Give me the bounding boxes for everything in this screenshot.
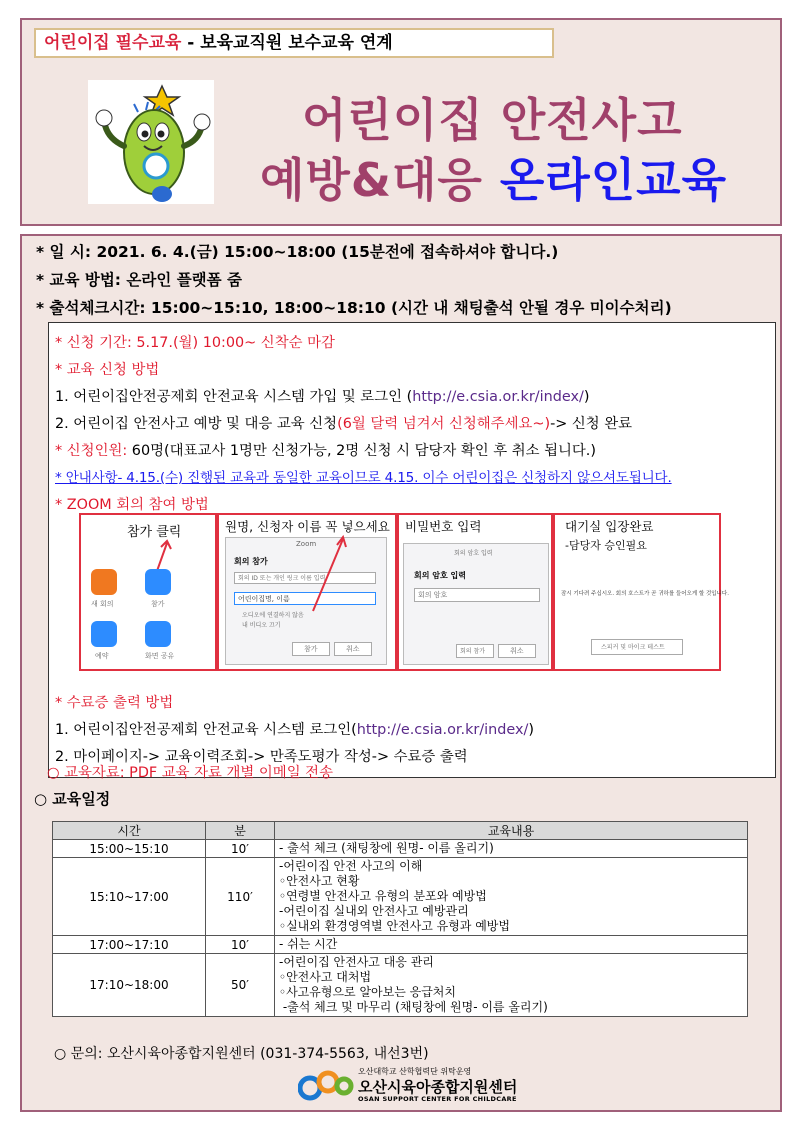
content-line: -출석 체크 및 마무리 (채팅창에 원명- 이름 올리기): [279, 1000, 548, 1014]
title-part-prevention: 예방&대응: [260, 153, 500, 207]
content-line: - 출석 체크 (채팅창에 원명- 이름 올리기): [279, 841, 494, 855]
cell-content: [275, 858, 748, 936]
info-date: * 일 시: 2021. 6. 4.(금) 15:00~18:00 (15분전에 접속하셔야 합니다.): [36, 243, 559, 261]
step-2-label: 원명, 신청자 이름 꼭 넣으세요: [225, 519, 390, 534]
cell-content: [275, 840, 748, 858]
info-attendance: * 출석체크시간: 15:00~15:10, 18:00~18:10 (시간 내 채팅출석 안될 경우 미이수처리): [36, 299, 672, 317]
zoom-step-2: [217, 513, 397, 671]
csia-link-2[interactable]: http://e.csia.or.kr/index/: [356, 722, 529, 738]
cert-step-2: 2. 마이페이지-> 교육이력조회-> 만족도평가 작성-> 수료증 출력: [55, 749, 468, 765]
join-icon[interactable]: [145, 569, 171, 595]
zoom-steps: [79, 513, 729, 671]
content-line: ◦안전사고 현황: [279, 874, 360, 888]
apply-period: * 신청 기간: 5.17.(월) 10:00~ 신착순 마감: [55, 335, 335, 351]
cell-minutes: 50′: [206, 954, 275, 1017]
logo-english: OSAN SUPPORT CENTER FOR CHILDCARE: [358, 1095, 517, 1103]
notice: * 안내사항- 4.15.(수) 진행된 교육과 동일한 교육이므로 4.15. 이수 어린이집은 신청하지 않으셔도됩니다.: [55, 470, 672, 486]
content-line: - 쉬는 시간: [279, 937, 338, 951]
tagline-required: 어린이집 필수교육: [44, 33, 182, 53]
title-part-online: 온라인교육: [499, 153, 728, 207]
apply-step-2: 2. 어린이집 안전사고 예방 및 대응 교육 신청(6월 달력 넘겨서 신청해주세요~)-> 신청 완료: [55, 416, 633, 432]
zoom-step-1: 참가 클릭 새 회의 참가 예약 화면 공유: [79, 513, 217, 671]
step-3-label: 비밀번호 입력: [405, 519, 482, 534]
cell-minutes: 10′: [206, 840, 275, 858]
content-line: ◦실내외 환경영역별 안전사고 유형과 예방법: [279, 919, 510, 933]
table-row: [53, 954, 748, 1017]
cell-time: 15:00~15:10: [53, 840, 206, 858]
calendar-icon: [91, 621, 117, 647]
center-logo-icon: [298, 1066, 354, 1104]
step-4-label: 대기실 입장완료: [565, 519, 654, 534]
header-content: 교육내용: [275, 822, 748, 840]
table-row: [53, 936, 748, 954]
table-header-row: [53, 822, 748, 840]
content-line: ◦사고유형으로 알아보는 응급처치: [279, 985, 456, 999]
zoom-step-3: [397, 513, 553, 671]
step-4-sublabel: -담당자 승인필요: [565, 539, 647, 552]
cell-minutes: 10′: [206, 936, 275, 954]
table-row: [53, 858, 748, 936]
logo-subtitle: 오산대학교 산학협력단 위탁운영: [358, 1067, 472, 1076]
table-row: [53, 840, 748, 858]
mascot-image: [88, 80, 214, 204]
new-meeting-icon: [91, 569, 117, 595]
join-dialog-screenshot: Zoom 회의 참가 회의 ID 또는 개인 링크 이름 입력 어린이집명, 이름 오디오에 연결하지 않음 내 비디오 끄기 참가 취소: [225, 537, 387, 665]
apply-method-heading: * 교육 신청 방법: [55, 362, 160, 378]
header-tagline: [34, 28, 554, 58]
cert-step-1: 1. 어린이집안전공제회 안전교육 시스템 로그인(http://e.csia.or.kr/index/): [55, 722, 535, 738]
cell-time: 15:10~17:00: [53, 858, 206, 936]
capacity: * 신청인원: 60명(대표교사 1명만 신청가능, 2명 신청 시 담당자 확인 후 취소 됩니다.): [55, 443, 596, 459]
logo-name: 오산시육아종합지원센터: [358, 1078, 518, 1096]
csia-link[interactable]: http://e.csia.or.kr/index/: [412, 389, 584, 405]
zoom-method-heading: * ZOOM 회의 참여 방법: [55, 497, 209, 513]
tagline-rest: - 보육교직원 보수교육 연계: [181, 33, 393, 53]
cell-time: 17:10~18:00: [53, 954, 206, 1017]
password-dialog-screenshot: 회의 암호 입력 회의 암호 입력 회의 암호 회의 참가 취소: [403, 543, 549, 665]
content-line: -어린이집 안전 사고의 이해: [279, 859, 423, 873]
title-line-2: [260, 144, 727, 210]
apply-step-1: 1. 어린이집안전공제회 안전교육 시스템 가입 및 로그인 (http://e.csia.or.kr/index/): [55, 389, 590, 405]
cert-method-heading: * 수료증 출력 방법: [55, 695, 174, 711]
content-line: ◦연령별 안전사고 유형의 분포와 예방법: [279, 889, 487, 903]
material-line: ○ 교육자료: PDF 교육 자료 개별 이메일 전송: [47, 765, 333, 781]
header-minutes: 분: [206, 822, 275, 840]
content-line: -어린이집 안전사고 대응 관리: [279, 955, 434, 969]
step-1-label: 참가 클릭: [127, 525, 182, 540]
header-frame: [20, 18, 782, 226]
info-method: * 교육 방법: 온라인 플랫폼 줌: [36, 271, 242, 289]
cell-minutes: 110′: [206, 858, 275, 936]
schedule-table: [52, 821, 748, 1017]
contact-info: ○ 문의: 오산시육아종합지원센터 (031-374-5563, 내선3번): [54, 1046, 429, 1062]
schedule-title: ○ 교육일정: [34, 790, 111, 808]
cell-content: [275, 936, 748, 954]
content-line: ◦안전사고 대처법: [279, 970, 372, 984]
cell-content: [275, 954, 748, 1017]
content-line: -어린이집 실내외 안전사고 예방관리: [279, 904, 469, 918]
zoom-step-4: 대기실 입장완료 -담당자 승인필요 잠시 기다려 주십시오. 회의 호스트가 곧 귀하를 들어오게 할 것입니다. 스피커 및 마이크 테스트: [553, 513, 721, 671]
share-screen-icon: [145, 621, 171, 647]
title-line-1: 어린이집 안전사고: [302, 93, 683, 147]
header-time: 시간: [53, 822, 206, 840]
cell-time: 17:00~17:10: [53, 936, 206, 954]
